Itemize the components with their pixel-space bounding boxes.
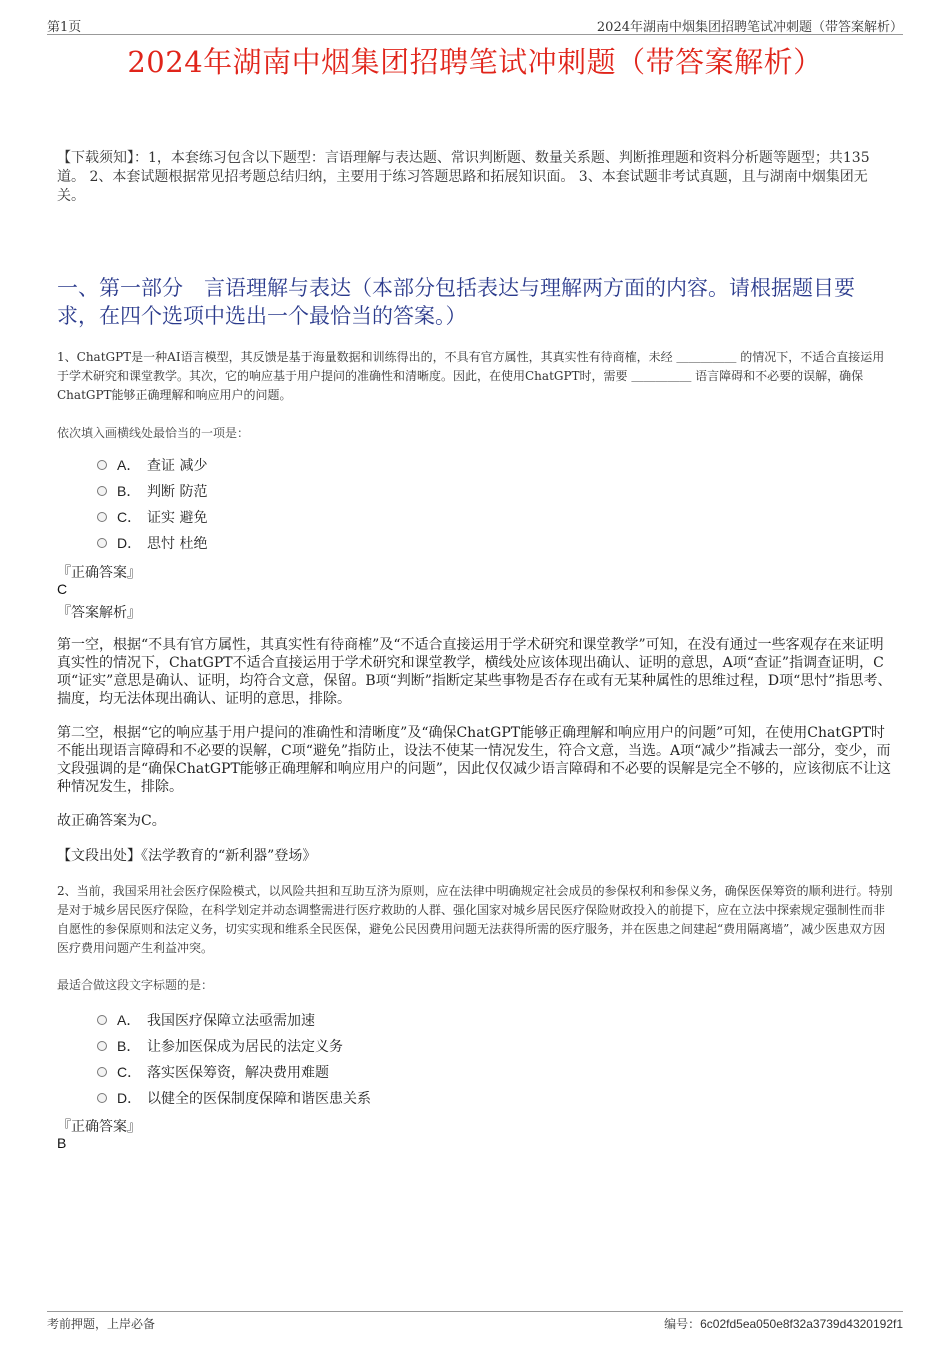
- question-1-prompt: 依次填入画横线处最恰当的一项是：: [57, 426, 250, 440]
- download-notice: 【下载须知】：1，本套练习包含以下题型：言语理解与表达题、常识判断题、数量关系题、判断推理题和资料分析题等题型；共135道。 2、本套试题根据常见招考题总结归纳，主要用于练习答题思路和拓展知识面。 3、本套试题非考试真题，且与湖南中烟集团无关。: [57, 150, 870, 204]
- footer-slogan: 考前押题，上岸必备: [47, 1317, 156, 1331]
- question-1-stem: 1、ChatGPT是一种AI语言模型，其反馈是基于海量数据和训练得出的，不具有官方属性，其真实性有待商榷，未经 ＿＿＿＿＿ 的情况下，不适合直接运用于学术研究和课堂教学。其次，它的响应基于用户提问的准确性和清晰度。因此，在使用ChatGPT时，需要 ＿＿＿＿＿ 语言障碍和不必要的误解，确保ChatGPT能够正确理解和响应用户的问题。: [57, 350, 885, 402]
- radio-icon[interactable]: [97, 1041, 107, 1051]
- analysis-paragraph-1: 第一空，根据“不具有官方属性，其真实性有待商榷”及“不适合直接运用于学术研究和课堂教学”可知，在没有通过一些客观存在来证明真实性的情况下，ChatGPT不适合直接运用于学术研究和课堂教学，横线处应该体现出确认、证明的意思，A项“查证”指调查证明，C项“证实”意思是确认、证明，均符合文意，保留。B项“判断”指断定某些事物是否存在或有无某种属性的思维过程，D项“思忖”指思考、揣度，均无法体现出确认、证明的意思，排除。: [57, 637, 892, 707]
- analysis-paragraph-2: 第二空，根据“它的响应基于用户提问的准确性和清晰度”及“确保ChatGPT能够正确理解和响应用户的问题”可知，在使用ChatGPT时不能出现语言障碍和不必要的误解，C项“避免”指防止，设法不使某一情况发生，符合文意，当选。A项“减少”指减去一部分，变少，而文段强调的是“确保ChatGPT能够正确理解和响应用户的问题”，因此仅仅减少语言障碍和不必要的误解是完全不够的，应该彻底不让这种情况发生，排除。: [57, 725, 891, 795]
- option-b[interactable]: B． 让参加医保成为居民的法定义务: [97, 1033, 371, 1059]
- option-c[interactable]: C． 证实 避免: [97, 504, 207, 530]
- page-number: 第1页: [47, 20, 82, 35]
- analysis-label: 『答案解析』: [57, 605, 141, 621]
- option-b[interactable]: B． 判断 防范: [97, 478, 207, 504]
- answer-value: B: [57, 1135, 67, 1151]
- radio-icon[interactable]: [97, 512, 107, 522]
- radio-icon[interactable]: [97, 486, 107, 496]
- section-heading: 一、第一部分 言语理解与表达（本部分包括表达与理解两方面的内容。请根据题目要求，在四个选项中选出一个最恰当的答案。）: [57, 276, 855, 328]
- answer-value: C: [57, 581, 68, 597]
- question-2-prompt: 最适合做这段文字标题的是：: [57, 978, 214, 992]
- answer-label: 『正确答案』: [57, 565, 141, 581]
- answer-label: 『正确答案』: [57, 1119, 141, 1135]
- option-d[interactable]: D． 思忖 杜绝: [97, 530, 207, 556]
- option-c[interactable]: C． 落实医保筹资，解决费用难题: [97, 1059, 371, 1085]
- radio-icon[interactable]: [97, 1067, 107, 1077]
- page-header: [47, 14, 903, 35]
- footer-doc-id: 编号：6c02fd5ea050e8f32a3739d4320192f1: [664, 1317, 903, 1331]
- question-1-options: [97, 452, 207, 556]
- analysis-conclusion: 故正确答案为C。: [57, 813, 166, 829]
- option-a[interactable]: A． 查证 减少: [97, 452, 207, 478]
- question-2-options: [97, 1007, 371, 1111]
- header-doc-title: 2024年湖南中烟集团招聘笔试冲刺题（带答案解析）: [596, 20, 903, 35]
- question-2-stem: 2、当前，我国采用社会医疗保险模式，以风险共担和互助互济为原则，应在法律中明确规定社会成员的参保权利和参保义务，确保医保筹资的顺利进行。特别是对于城乡居民医疗保险，在科学划定并动态调整需进行医疗救助的人群、强化国家对城乡居民医疗保险财政投入的前提下，应在立法中探索规定强制性而非自愿性的参保原则和法定义务，切实实现和维系全民医保，避免公民因费用问题无法获得所需的医疗服务，并在医患之间建起“费用隔离墙”，减少医患双方因医疗费用问题产生利益冲突。: [57, 884, 893, 955]
- radio-icon[interactable]: [97, 1093, 107, 1103]
- source-citation: 【文段出处】《法学教育的“新利器”登场》: [57, 848, 317, 864]
- option-a[interactable]: A． 我国医疗保障立法亟需加速: [97, 1007, 371, 1033]
- radio-icon[interactable]: [97, 460, 107, 470]
- page-title: 2024年湖南中烟集团招聘笔试冲刺题（带答案解析）: [127, 45, 823, 79]
- page-footer: [47, 1311, 903, 1332]
- radio-icon[interactable]: [97, 1015, 107, 1025]
- option-d[interactable]: D． 以健全的医保制度保障和谐医患关系: [97, 1085, 371, 1111]
- radio-icon[interactable]: [97, 538, 107, 548]
